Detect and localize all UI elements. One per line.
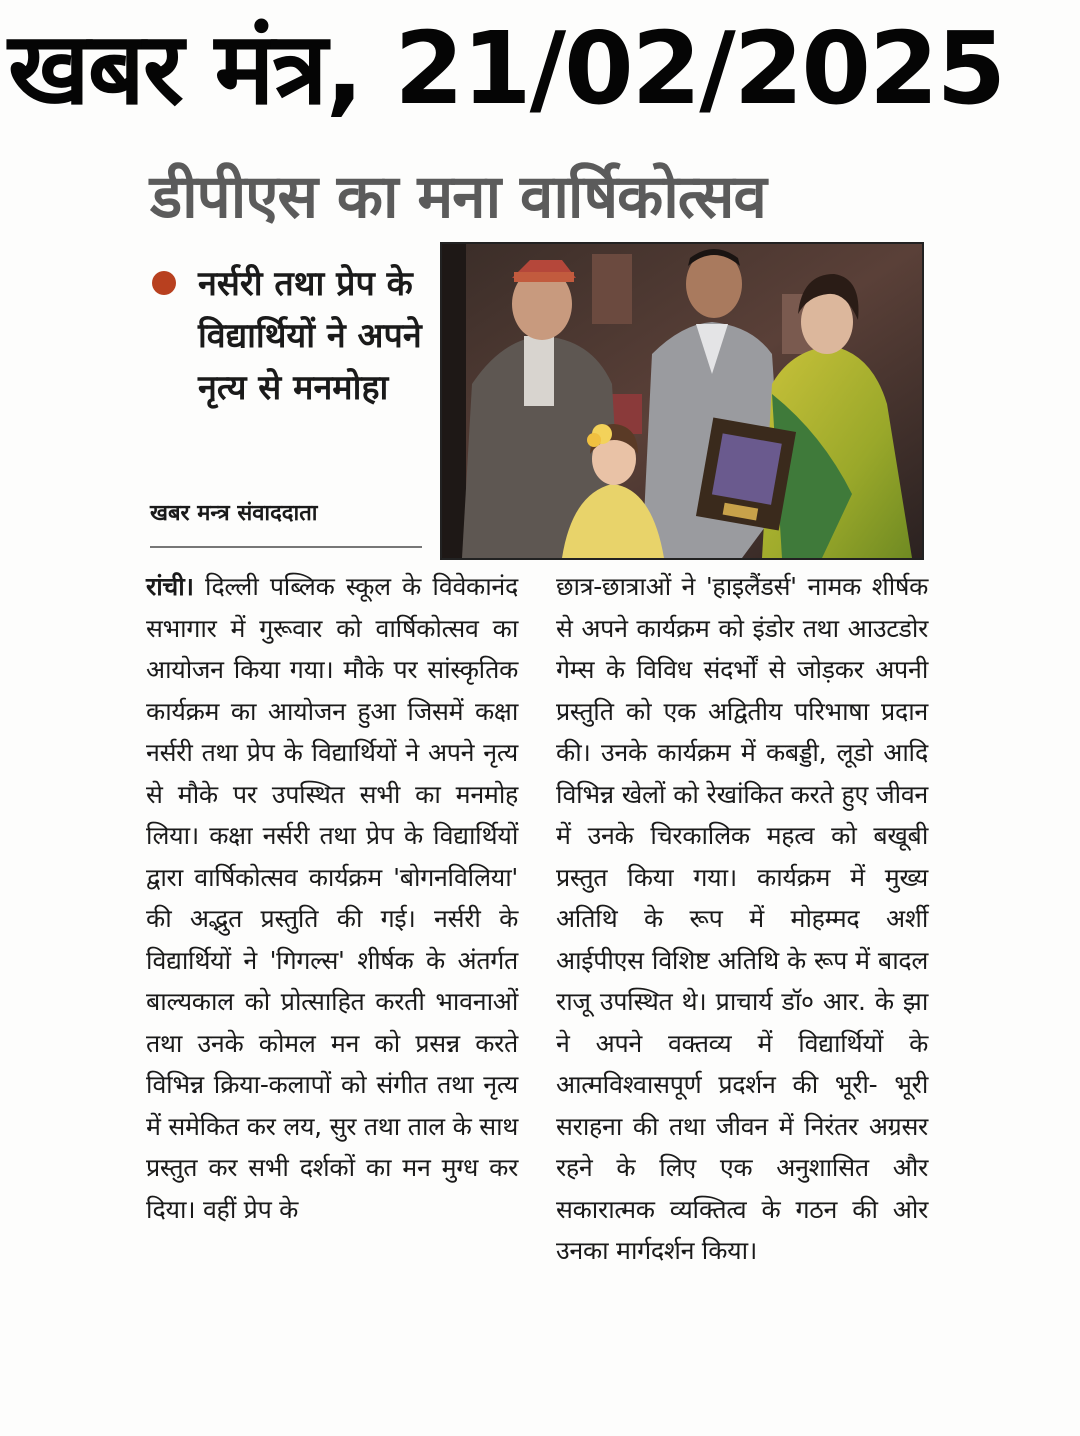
column-right-text: छात्र-छात्राओं ने 'हाइलैंडर्स' नामक शीर्षक से अपने कार्यक्रम को इंडोर तथा आउटडोर गेम्स के विविध संदर्भों से जोड़कर अपनी प्रस्तुति को एक अद्वितीय परिभाषा प्रदान की। उनके कार्यक्रम में कबड्डी, लूडो आदि विभिन्न खेलों को रेखांकित करते हुए जीवन में उनके चिरकालिक महत्व को बखूबी प्रस्तुत किया गया। कार्यक्रम में मुख्य अतिथि के रूप में मोहम्मद अर्शी आईपीएस विशिष्ट अतिथि के रूप में बादल राजू उपस्थित थे। प्राचार्य डॉ० आर. के झा ने अपने वक्तव्य में विद्यार्थियों के आत्मविश्वासपूर्ण प्रदर्शन की भूरी- भूरी सराहना की तथा जीवन में निरंतर अग्रसर रहने के लिए एक अनुशासित और सकारात्मक व्यक्तित्व के गठन की ओर उनका मार्गदर्शन किया।: [556, 572, 928, 1265]
masthead-title: खबर मंत्र, 21/02/2025: [8, 10, 1005, 127]
article-column-left: [146, 566, 518, 1230]
award-ceremony-photo: [442, 244, 922, 558]
column-left-text: दिल्ली पब्लिक स्कूल के विवेकानंद सभागार में गुरूवार को वार्षिकोत्सव का आयोजन किया गया। मौके पर सांस्कृतिक कार्यक्रम का आयोजन हुआ जिसमें कक्षा नर्सरी तथा प्रेप के विद्यार्थियों ने अपने नृत्य से मौके पर उपस्थित सभी का मनमोह लिया। कक्षा नर्सरी तथा प्रेप के विद्यार्थियों द्वारा वार्षिकोत्सव कार्यक्रम 'बोगनविलिया' की अद्भुत प्रस्तुति की गई। नर्सरी के विद्यार्थियों ने 'गिगल्स' शीर्षक के अंतर्गत बाल्यकाल को प्रोत्साहित करती भावनाओं तथा उनके कोमल मन को प्रसन्न करते विभिन्न क्रिया-कलापों को संगीत तथा नृत्य में समेकित कर लय, सुर तथा ताल के साथ प्रस्तुत कर सभी दर्शकों का मन मुग्ध कर दिया। वहीं प्रेप के: [146, 572, 518, 1224]
bullet-icon: [152, 271, 176, 295]
article-column-right: [556, 566, 928, 1272]
article-byline: खबर मन्त्र संवाददाता: [150, 501, 318, 526]
deck-text: नर्सरी तथा प्रेप के विद्यार्थियों ने अपने नृत्य से मनमोहा: [198, 264, 422, 408]
article-headline: डीपीएस का मना वार्षिकोत्सव: [150, 162, 766, 232]
article-dateline: रांची।: [146, 572, 194, 601]
article-photo: [440, 242, 924, 560]
byline-divider: [150, 546, 422, 548]
